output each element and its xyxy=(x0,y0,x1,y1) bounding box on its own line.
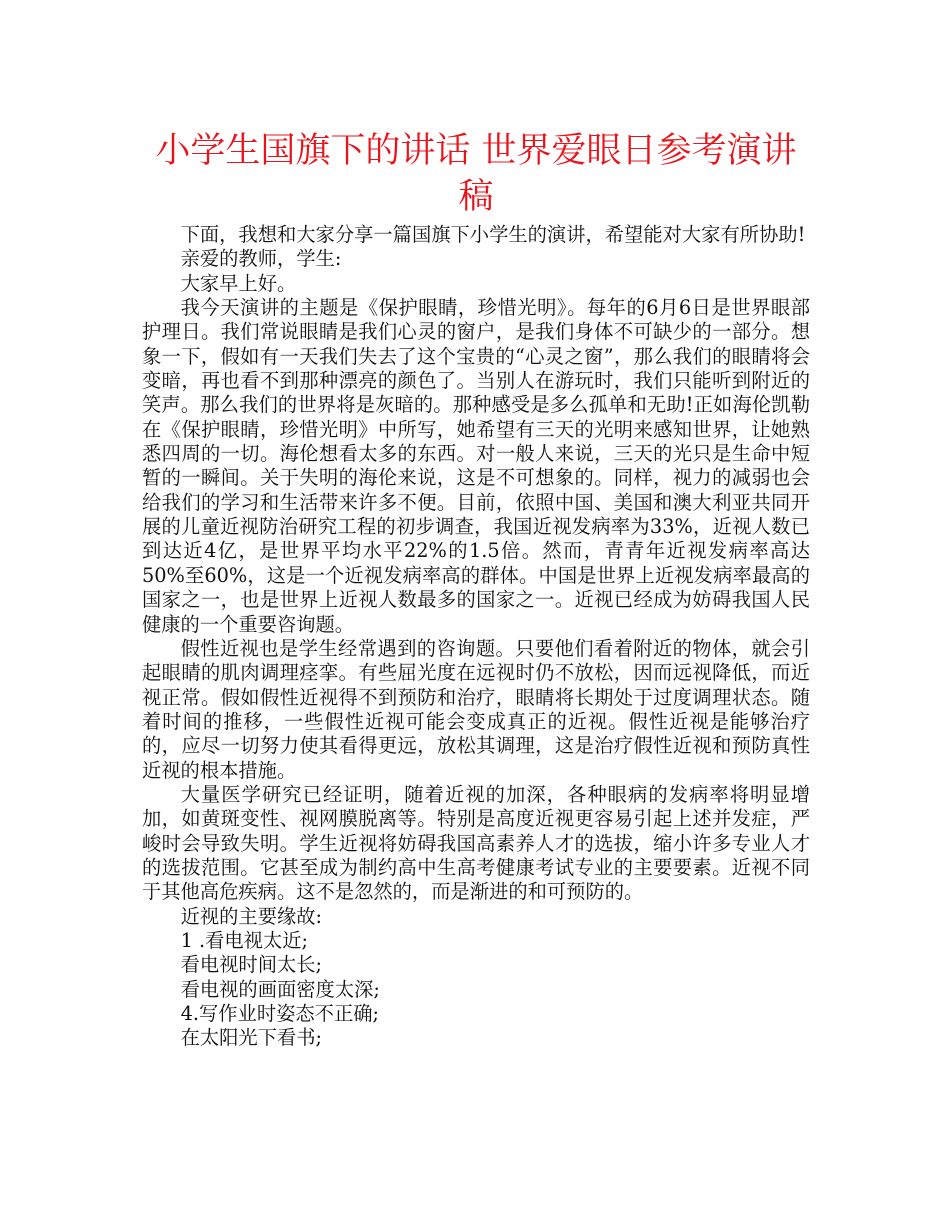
paragraph-pseudomyopia: 假性近视也是学生经常遇到的咨询题。只要他们看着附近的物体，就会引起眼睛的肌肉调理痉挛。有些屈光度在远视时仍不放松，因而远视降低，而近视正常。假如假性近视得不到预防和治疗，眼睛将长期处于过度调理状态。随着时间的推移，一些假性近视可能会变成真正的近视。假性近视是能够治疗的，应尽一切努力使其看得更远，放松其调理，这是治疗假性近视和预防真性近视的根本措施。 xyxy=(142,636,810,782)
paragraph-research: 大量医学研究已经证明，随着近视的加深，各种眼病的发病率将明显增加，如黄斑变性、视网膜脱离等。特别是高度近视更容易引起上述并发症，严峻时会导致失明。学生近视将妨碍我国高素养人才的选拔，缩小许多专业人才的选拔范围。它甚至成为制约高中生高考健康考试专业的主要要素。近视不同于其他高危疾病。这不是忽然的，而是渐进的和可预防的。 xyxy=(142,782,810,904)
paragraph-salutation: 亲爱的教师，学生: xyxy=(180,247,342,271)
paragraph-causes-heading: 近视的主要缘故: xyxy=(180,904,323,928)
list-item-cause-2: 看电视时间太长; xyxy=(180,953,323,977)
list-item-cause-3: 看电视的画面密度太深; xyxy=(180,977,380,1001)
paragraph-greeting: 大家早上好。 xyxy=(180,271,297,295)
document-body xyxy=(142,223,810,1051)
list-item-cause-5: 在太阳光下看书; xyxy=(180,1026,323,1050)
paragraph-topic: 我今天演讲的主题是《保护眼睛，珍惜光明》。每年的6月6日是世界眼部护理日。我们常说眼睛是我们心灵的窗户，是我们身体不可缺少的一部分。想象一下，假如有一天我们失去了这个宝贵的“心灵之窗”，那么我们的眼睛将会变暗，再也看不到那种漂亮的颜色了。当别人在游玩时，我们只能听到附近的笑声。那么我们的世界将是灰暗的。那种感受是多么孤单和无助!正如海伦凯勒在《保护眼睛，珍惜光明》中所写，她希望有三天的光明来感知世界，让她熟悉四周的一切。海伦想看太多的东西。对一般人来说，三天的光只是生命中短暂的一瞬间。关于失明的海伦来说，这是不可想象的。同样，视力的减弱也会给我们的学习和生活带来许多不便。目前，依照中国、美国和澳大利亚共同开展的儿童近视防治研究工程的初步调查，我国近视发病率为33%，近视人数已到达近4亿，是世界平均水平22%的1.5倍。然而，青青年近视发病率高达50%至60%，这是一个近视发病率高的群体。中国是世界上近视发病率最高的国家之一，也是世界上近视人数最多的国家之一。近视已经成为妨碍我国人民健康的一个重要咨询题。 xyxy=(142,296,810,636)
list-item-cause-4: 4.写作业时姿态不正确; xyxy=(180,1002,380,1025)
paragraph-intro: 下面，我想和大家分享一篇国旗下小学生的演讲，希望能对大家有所协助! xyxy=(180,223,806,246)
list-item-cause-1: 1 .看电视太近; xyxy=(180,928,309,952)
document-page xyxy=(142,118,810,1051)
document-title: 小学生国旗下的讲话 世界爱眼日参考演讲稿 xyxy=(155,131,797,217)
